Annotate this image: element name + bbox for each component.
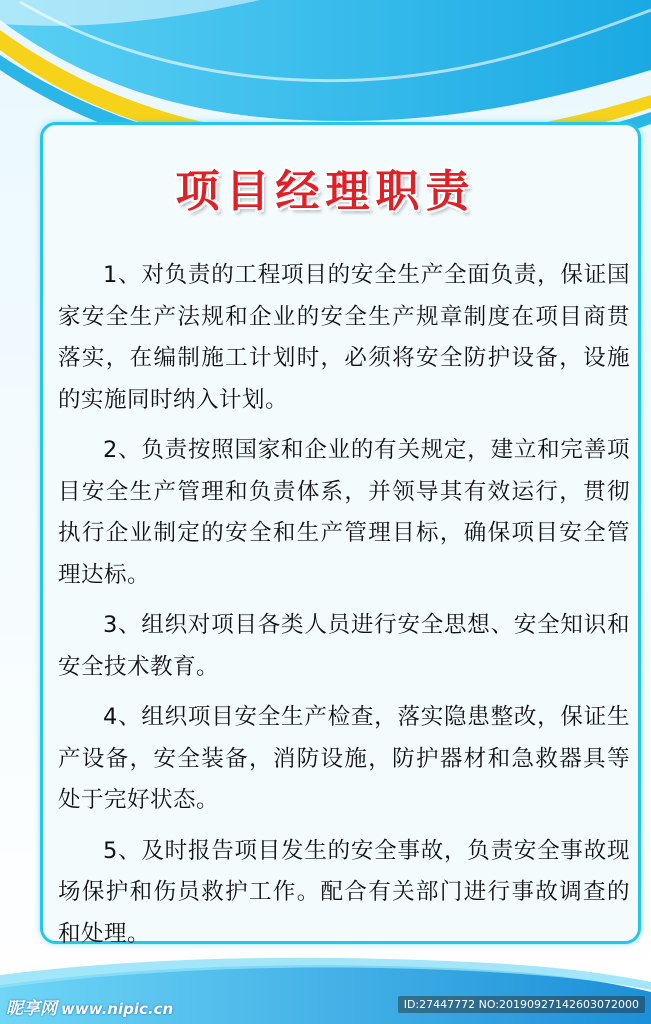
duty-item-4: 4、组织项目安全生产检查，落实隐患整改，保证生产设备，安全装备，消防设施，防护器材和急救器具等处于完好状态。 xyxy=(58,704,630,813)
watermark-logo-text: 昵享网 xyxy=(6,999,57,1019)
duty-item-5: 5、及时报告项目发生的安全事故，负责安全事故现场保护和伤员救护工作。配合有关部门进行事故调查的和处理。 xyxy=(58,837,630,947)
watermark-id: ID:27447772 NO:20190927142603072000 xyxy=(398,996,645,1013)
watermark-logo xyxy=(6,994,173,1019)
duty-item-1: 1、对负责的工程项目的安全生产全面负责，保证国家安全生产法规和企业的安全生产规章制度在项目商贯落实，在编制施工计划时，必须将安全防护设备，设施的实施同时纳入计划。 xyxy=(58,262,630,413)
duty-item-3: 3、组织对项目各类人员进行安全思想、安全知识和安全技术教育。 xyxy=(58,612,630,680)
page-title: 项目经理职责 xyxy=(175,166,476,217)
title-area xyxy=(0,155,651,235)
watermark-url: www.nipic.cn xyxy=(61,1000,174,1018)
duty-item-2: 2、负责按照国家和企业的有关规定，建立和完善项目安全生产管理和负责体系，并领导其有效运行，贯彻执行企业制定的安全和生产管理目标，确保项目安全管理达标。 xyxy=(58,437,630,588)
duties-list xyxy=(58,255,630,955)
